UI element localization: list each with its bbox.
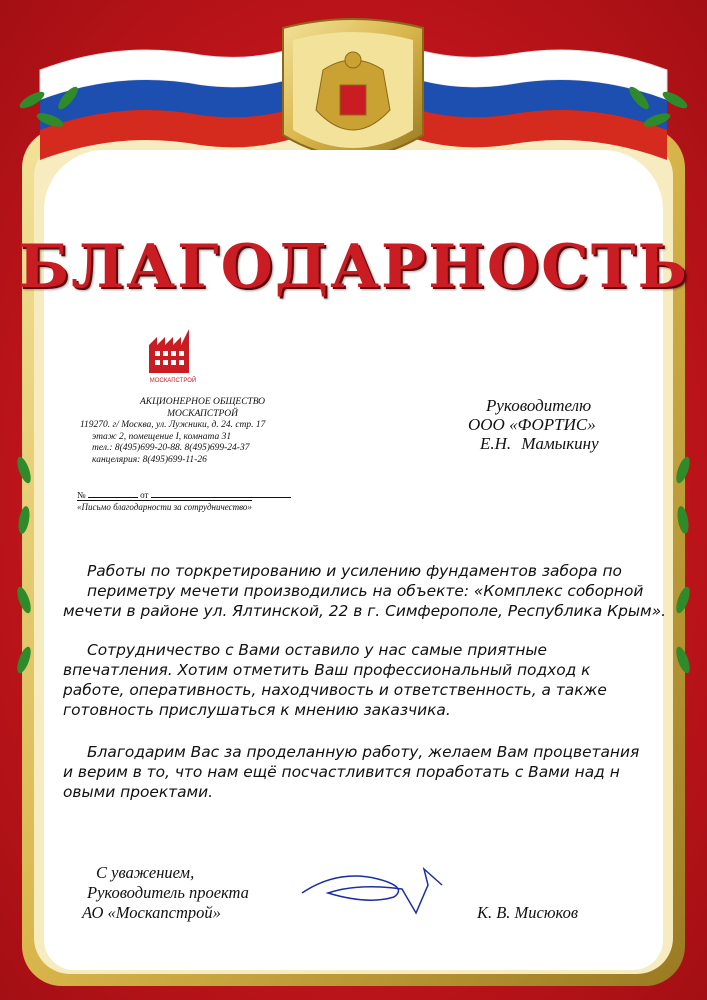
paragraph-line: и верим в то, что нам ещё посчастливится поработать с Вами над н: [63, 763, 620, 781]
signoff-position: Руководитель проекта: [87, 883, 249, 902]
signoff-name: К. В. Мисюков: [477, 903, 578, 922]
paragraph-2: [63, 640, 657, 720]
sender-phone: канцелярия: 8(495)699-11-26: [92, 454, 207, 465]
paragraph-line: Благодарим Вас за проделанную работу, желаем Вам процветания: [87, 743, 640, 761]
paragraph-3: [63, 742, 657, 802]
paragraph-line: Сотрудничество с Вами оставило у нас самые приятные: [87, 641, 548, 659]
recipient-line: Руководителю: [486, 396, 592, 415]
signoff-company: АО «Москапстрой»: [82, 903, 221, 922]
sender-line: МОСКАПСТРОЙ: [167, 408, 238, 419]
sender-address: этаж 2, помещение I, комната 31: [92, 431, 232, 442]
paragraph-line: овыми проектами.: [63, 783, 214, 801]
paragraph-line: работе, оперативность, находчивость и ответственность, а также: [63, 681, 607, 699]
recipient-name: Е.Н. Мамыкину: [480, 434, 599, 453]
paragraph-line: впечатления. Хотим отметить Ваш профессиональный подход к: [63, 661, 591, 679]
paragraph-line: готовность прислушаться к мнению заказчика.: [63, 701, 451, 719]
sender-phone: тел.: 8(495)699-20-88. 8(495)699-24-37: [92, 443, 250, 453]
reference-line: [77, 489, 291, 500]
paragraph-line: Работы по торкретированию и усилению фундаментов забора по: [87, 562, 622, 580]
certificate-title: БЛАГОДАРНОСТЬ: [17, 232, 690, 302]
recipient-block: [468, 396, 599, 453]
reference-subject: «Письмо благодарности за сотрудничество»: [77, 502, 252, 512]
sender-line: АКЦИОНЕРНОЕ ОБЩЕСТВО: [139, 397, 266, 407]
sender-block: [60, 397, 345, 466]
handwritten-signature: [298, 863, 448, 923]
paragraph-line: периметру мечети производились на объекте: «Комплекс соборной: [87, 582, 644, 600]
reference-number-label: №: [77, 490, 86, 500]
sender-address: 119270. г/ Москва, ул. Лужники, д. 24. стр. 17: [80, 420, 266, 430]
signoff-greeting: С уважением,: [96, 863, 195, 882]
paragraph-line: мечети в районе ул. Ялтинской, 22 в г. Симферополе, Республика Крым».: [63, 602, 666, 620]
coat-of-arms-emblem: [283, 19, 423, 157]
paragraph-1: [63, 561, 666, 621]
recipient-line: ООО «ФОРТИС»: [468, 415, 596, 434]
reference-date-label: от: [140, 490, 149, 500]
company-logo: [147, 325, 191, 375]
company-logo-caption: МОСКАПСТРОЙ: [149, 378, 197, 384]
